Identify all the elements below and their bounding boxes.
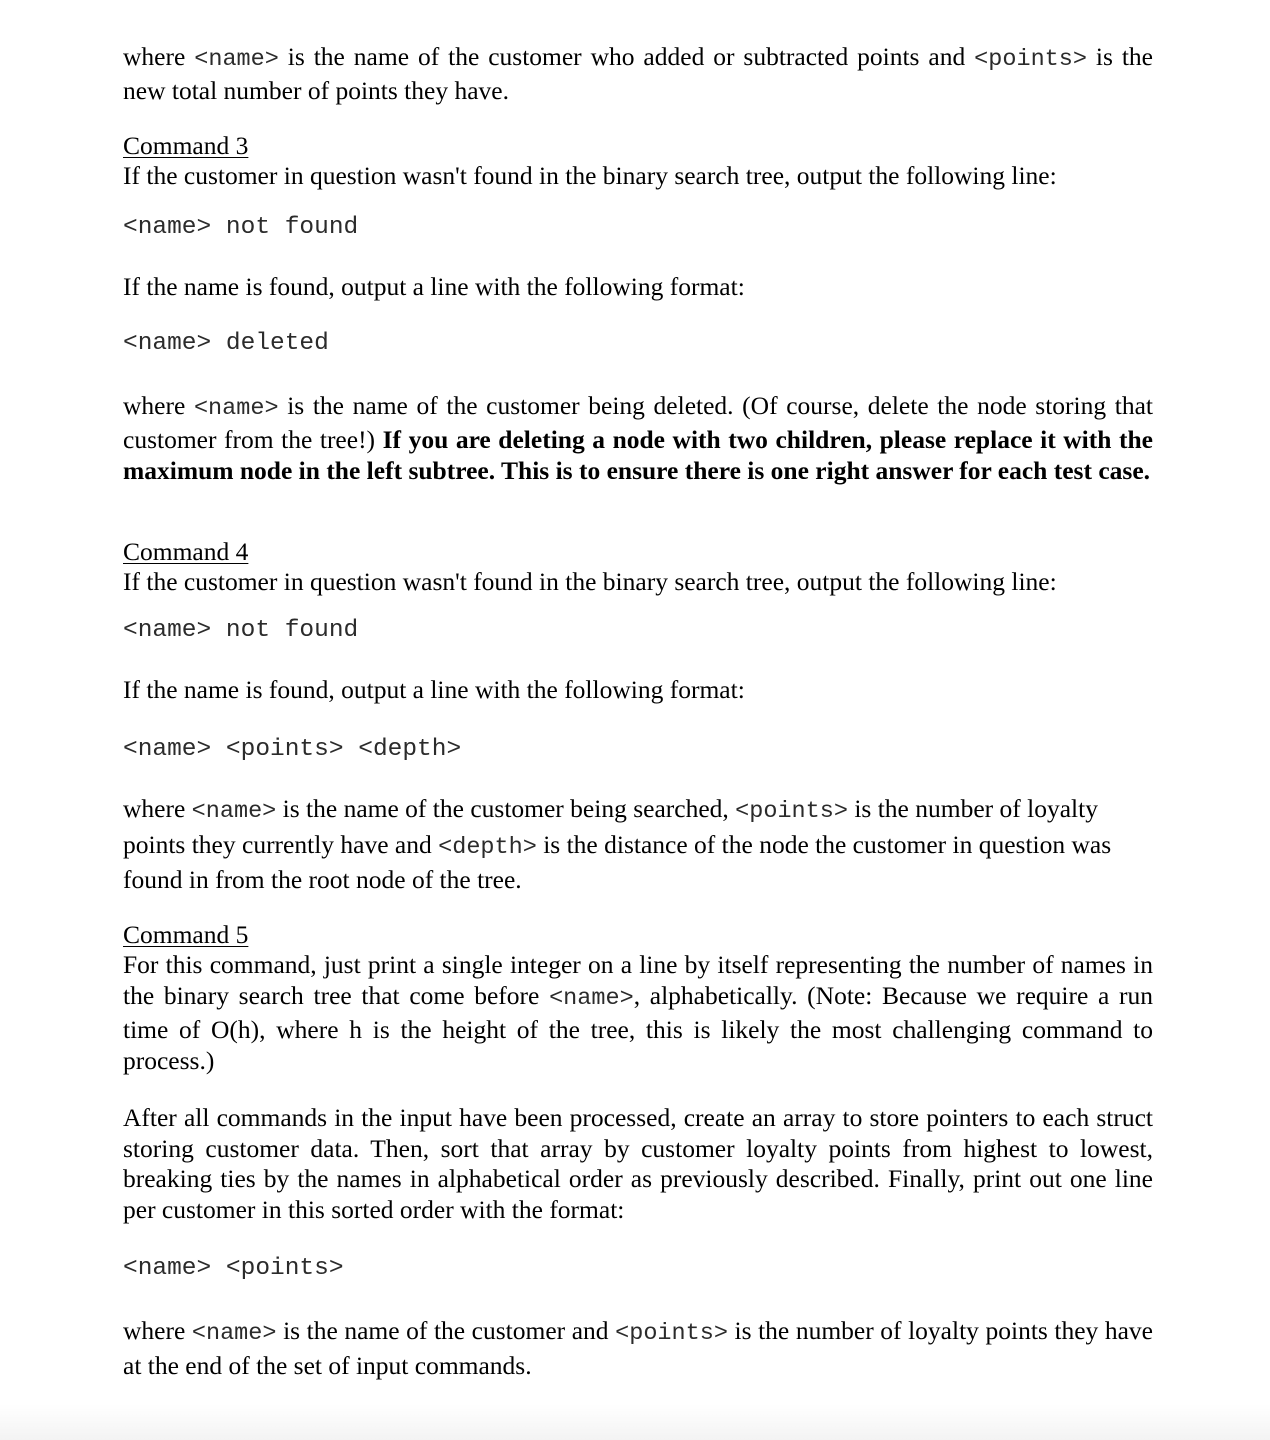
points-description: [123, 41, 1153, 106]
text: For this command, just print a single integer on a line by itself representing the number of names in the binary search tree that come before: [123, 950, 1153, 1010]
text: where: [123, 1316, 192, 1345]
inline-code-points: <points>: [735, 798, 848, 825]
command-3-code-not-found: <name> not found: [123, 214, 359, 241]
text: where: [123, 391, 194, 420]
command-3-description: [123, 390, 1153, 486]
text: where: [123, 794, 192, 823]
text: , alphabetically. (Note: Because we require a run time of O(h), where h is the height of the tree, this is likely the most challenging command to process.): [123, 981, 1153, 1075]
text: is the number of loyalty points they currently have and: [123, 794, 1098, 859]
inline-code-points: <points>: [615, 1320, 728, 1347]
text: is the name of the customer being searched,: [276, 794, 736, 823]
inline-code-name: <name>: [549, 985, 634, 1012]
text: is the new total number of points they have.: [123, 42, 1153, 105]
command-5-heading: Command 5: [123, 920, 249, 949]
final-code-format: <name> <points>: [123, 1255, 344, 1282]
command-5-description: [123, 949, 1153, 1076]
text: where: [123, 42, 195, 71]
text: is the name of the customer being deleted. (Of course, delete the node storing that customer from the tree!): [123, 391, 1153, 454]
final-instructions: After all commands in the input have been processed, create an array to store pointers to each struct storing customer data. Then, sort that array by customer loyalty points from highest to lowest, breaking ties by the names in alphabetical order as previously described. Finally, print out one line per customer in this sorted order with the format:: [123, 1103, 1153, 1224]
command-3-code-deleted: <name> deleted: [123, 330, 329, 357]
inline-code-points: <points>: [974, 46, 1087, 73]
inline-code-name: <name>: [193, 395, 279, 422]
final-description: [123, 1315, 1153, 1382]
inline-code-depth: <depth>: [438, 833, 537, 861]
inline-code-name: <name>: [191, 798, 277, 825]
inline-code-name: <name>: [194, 46, 279, 73]
command-4-code-not-found: <name> not found: [123, 617, 359, 644]
bold-note: If you are deleting a node with two children, please replace it with the maximum node in the left subtree. This is to ensure there is one right answer for each test case.: [123, 425, 1153, 485]
command-4-description: [123, 793, 1153, 897]
page-bottom-shadow: [0, 1404, 1270, 1440]
text: is the number of loyalty points they have at the end of the set of input commands.: [123, 1316, 1153, 1380]
inline-code-name: <name>: [191, 1320, 277, 1347]
text: is the distance of the node the customer in question was found in from the root node of the tree.: [123, 829, 1112, 894]
command-3-found-line: If the name is found, output a line with the following format:: [123, 272, 745, 301]
command-4-found-line: If the name is found, output a line with the following format:: [123, 675, 745, 704]
command-4-code-format: <name> <points> <depth>: [123, 736, 462, 763]
command-3-heading: Command 3: [123, 131, 249, 160]
command-4-heading: Command 4: [123, 537, 249, 566]
text: is the name of the customer and: [276, 1316, 616, 1345]
command-3-intro: If the customer in question wasn't found in the binary search tree, output the following line:: [123, 161, 1057, 190]
command-4-intro: If the customer in question wasn't found in the binary search tree, output the following line:: [123, 567, 1057, 596]
text: is the name of the customer who added or subtracted points and: [278, 42, 975, 71]
